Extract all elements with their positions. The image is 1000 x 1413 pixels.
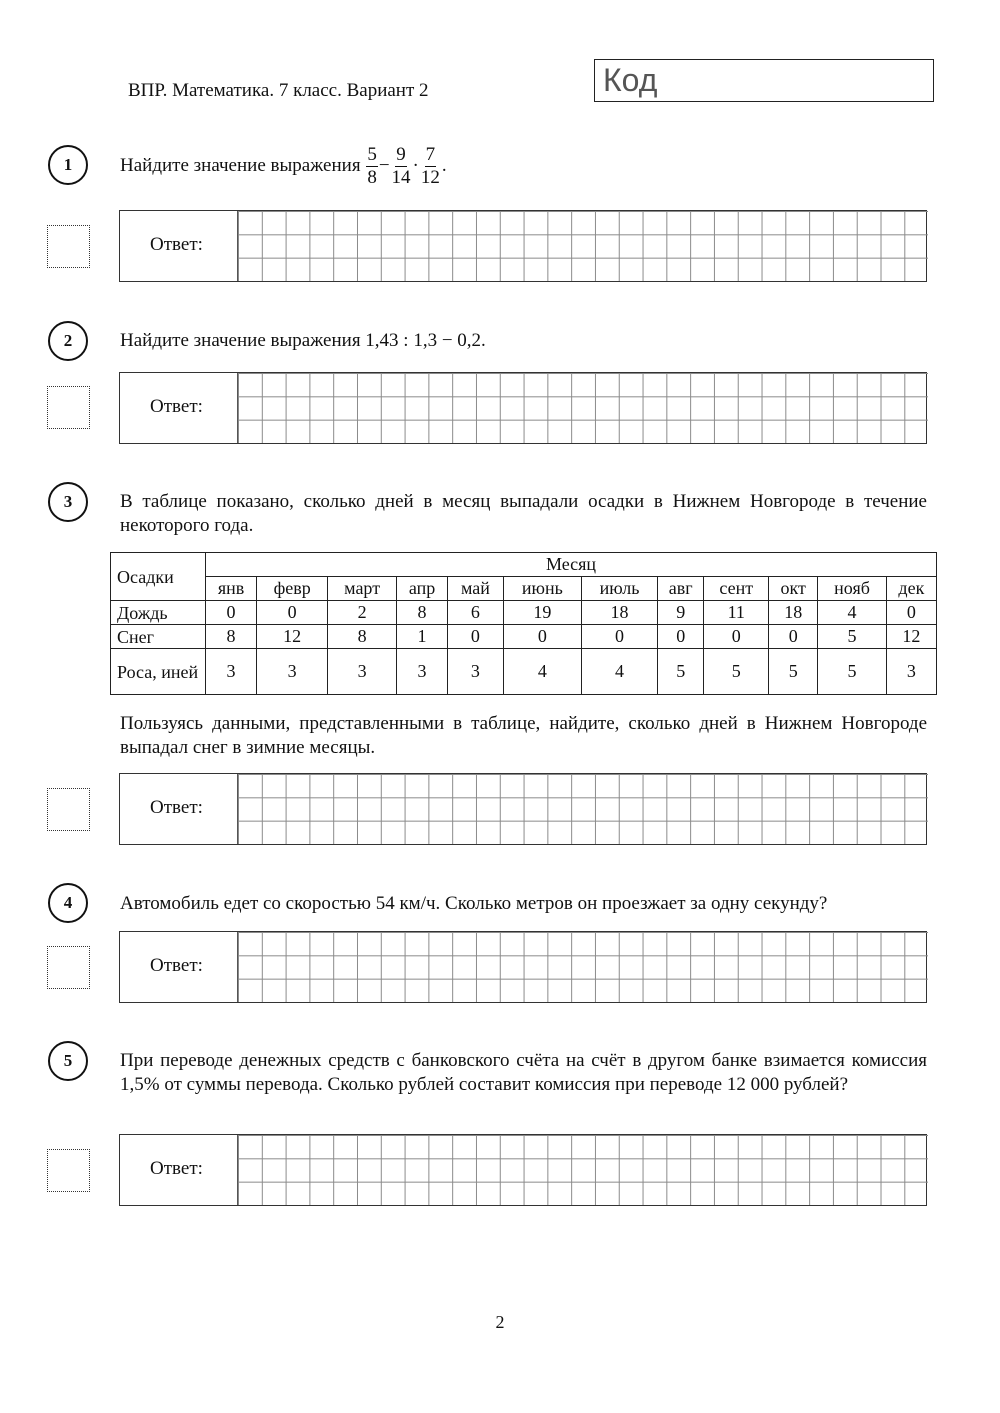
table-cell: 5 (818, 625, 886, 649)
table-cell: 8 (397, 601, 448, 625)
fraction-a-denominator: 8 (367, 167, 377, 188)
table-cell: 0 (704, 625, 769, 649)
question-1-text (120, 144, 927, 189)
answer-box-1 (119, 210, 927, 282)
table-cell: 12 (257, 625, 328, 649)
table-cell: 4 (818, 601, 886, 625)
answer-box-4 (119, 931, 927, 1003)
table-cell: 5 (818, 649, 886, 695)
fraction-c-denominator: 12 (420, 167, 440, 188)
table-cell: 19 (503, 601, 581, 625)
month-cell: июль (581, 577, 657, 601)
month-cell: дек (886, 577, 936, 601)
table-cell: 5 (704, 649, 769, 695)
table-cell: 3 (397, 649, 448, 695)
table-month-header: Месяц (206, 553, 937, 577)
answer-label-4: Ответ: (150, 955, 203, 976)
precipitation-table (110, 552, 937, 695)
month-cell: февр (257, 577, 328, 601)
month-cell: авг (658, 577, 704, 601)
table-cell: 3 (448, 649, 504, 695)
question-number-4: 4 (48, 883, 88, 923)
table-cell: 0 (448, 625, 504, 649)
question-1-label: Найдите значение выражения (120, 154, 361, 176)
answer-grid-1[interactable] (237, 211, 928, 281)
month-cell: март (328, 577, 397, 601)
table-cell: 0 (886, 601, 936, 625)
score-box-5[interactable] (47, 1149, 90, 1192)
fraction-b-denominator: 14 (391, 167, 411, 188)
table-cell: 3 (328, 649, 397, 695)
month-cell: сент (704, 577, 769, 601)
score-box-2[interactable] (47, 386, 90, 429)
question-3-intro: В таблице показано, сколько дней в месяц выпадали осадки в Нижнем Новгороде в течение некоторого года. (120, 491, 927, 536)
table-months-row (111, 577, 937, 601)
table-row-dew (111, 649, 937, 695)
minus-sign: − (378, 154, 390, 176)
table-header-row (111, 553, 937, 577)
table-cell: 3 (886, 649, 936, 695)
answer-grid-5[interactable] (237, 1135, 928, 1205)
table-corner-cell: Осадки (111, 553, 206, 601)
answer-grid-2[interactable] (237, 373, 928, 443)
question-2-text: Найдите значение выражения 1,43 : 1,3 − 0,2. (120, 330, 486, 351)
fraction-b-numerator: 9 (396, 144, 406, 165)
month-cell: июнь (503, 577, 581, 601)
answer-label-5: Ответ: (150, 1158, 203, 1179)
answer-grid-3[interactable] (237, 774, 928, 844)
table-cell: 0 (503, 625, 581, 649)
table-cell: 1 (397, 625, 448, 649)
table-cell: 8 (328, 625, 397, 649)
month-cell: апр (397, 577, 448, 601)
table-cell: 5 (769, 649, 818, 695)
row-label: Дождь (111, 601, 206, 625)
question-5-text: При переводе денежных средств с банковского счёта на счёт в другом банке взимается комиссия 1,5% от суммы перевода. Сколько рублей составит комиссия при переводе 12 000 рублей? (120, 1050, 927, 1095)
table-row-rain (111, 601, 937, 625)
score-box-1[interactable] (47, 225, 90, 268)
table-cell: 12 (886, 625, 936, 649)
table-cell: 11 (704, 601, 769, 625)
month-cell: янв (206, 577, 257, 601)
row-label: Снег (111, 625, 206, 649)
fraction-a (366, 144, 378, 189)
table-cell: 8 (206, 625, 257, 649)
expression-end: . (441, 154, 447, 176)
answer-box-3 (119, 773, 927, 845)
table-cell: 6 (448, 601, 504, 625)
table-cell: 18 (581, 601, 657, 625)
page-number: 2 (495, 1312, 505, 1332)
question-3-text: Пользуясь данными, представленными в таблице, найдите, сколько дней в Нижнем Новгороде выпадал снег в зимние месяцы. (120, 713, 927, 758)
row-label: Роса, иней (111, 649, 206, 695)
answer-label-1: Ответ: (150, 234, 203, 255)
question-number-5: 5 (48, 1041, 88, 1081)
table-cell: 9 (658, 601, 704, 625)
table-cell: 5 (658, 649, 704, 695)
answer-label-3: Ответ: (150, 797, 203, 818)
score-box-3[interactable] (47, 788, 90, 831)
multiply-sign: · (412, 154, 419, 176)
table-cell: 18 (769, 601, 818, 625)
question-4-text: Автомобиль едет со скоростью 54 км/ч. Сколько метров он проезжает за одну секунду? (120, 893, 828, 914)
code-field[interactable] (594, 59, 934, 102)
table-cell: 4 (581, 649, 657, 695)
table-cell: 0 (581, 625, 657, 649)
page-header-title: ВПР. Математика. 7 класс. Вариант 2 (128, 80, 429, 101)
question-number-2: 2 (48, 321, 88, 361)
table-cell: 4 (503, 649, 581, 695)
answer-box-5 (119, 1134, 927, 1206)
question-number-1: 1 (48, 145, 88, 185)
fraction-a-numerator: 5 (367, 144, 377, 165)
question-number-3: 3 (48, 482, 88, 522)
answer-grid-4[interactable] (237, 932, 928, 1002)
fraction-c (420, 144, 441, 189)
table-cell: 3 (206, 649, 257, 695)
answer-box-2 (119, 372, 927, 444)
table-cell: 2 (328, 601, 397, 625)
fraction-b (391, 144, 412, 189)
table-cell: 0 (769, 625, 818, 649)
month-cell: окт (769, 577, 818, 601)
table-cell: 0 (257, 601, 328, 625)
score-box-4[interactable] (47, 946, 90, 989)
table-cell: 0 (206, 601, 257, 625)
table-cell: 0 (658, 625, 704, 649)
month-cell: нояб (818, 577, 886, 601)
table-row-snow (111, 625, 937, 649)
table-cell: 3 (257, 649, 328, 695)
answer-label-2: Ответ: (150, 396, 203, 417)
month-cell: май (448, 577, 504, 601)
fraction-c-numerator: 7 (425, 144, 436, 165)
code-label: Код (603, 62, 658, 98)
